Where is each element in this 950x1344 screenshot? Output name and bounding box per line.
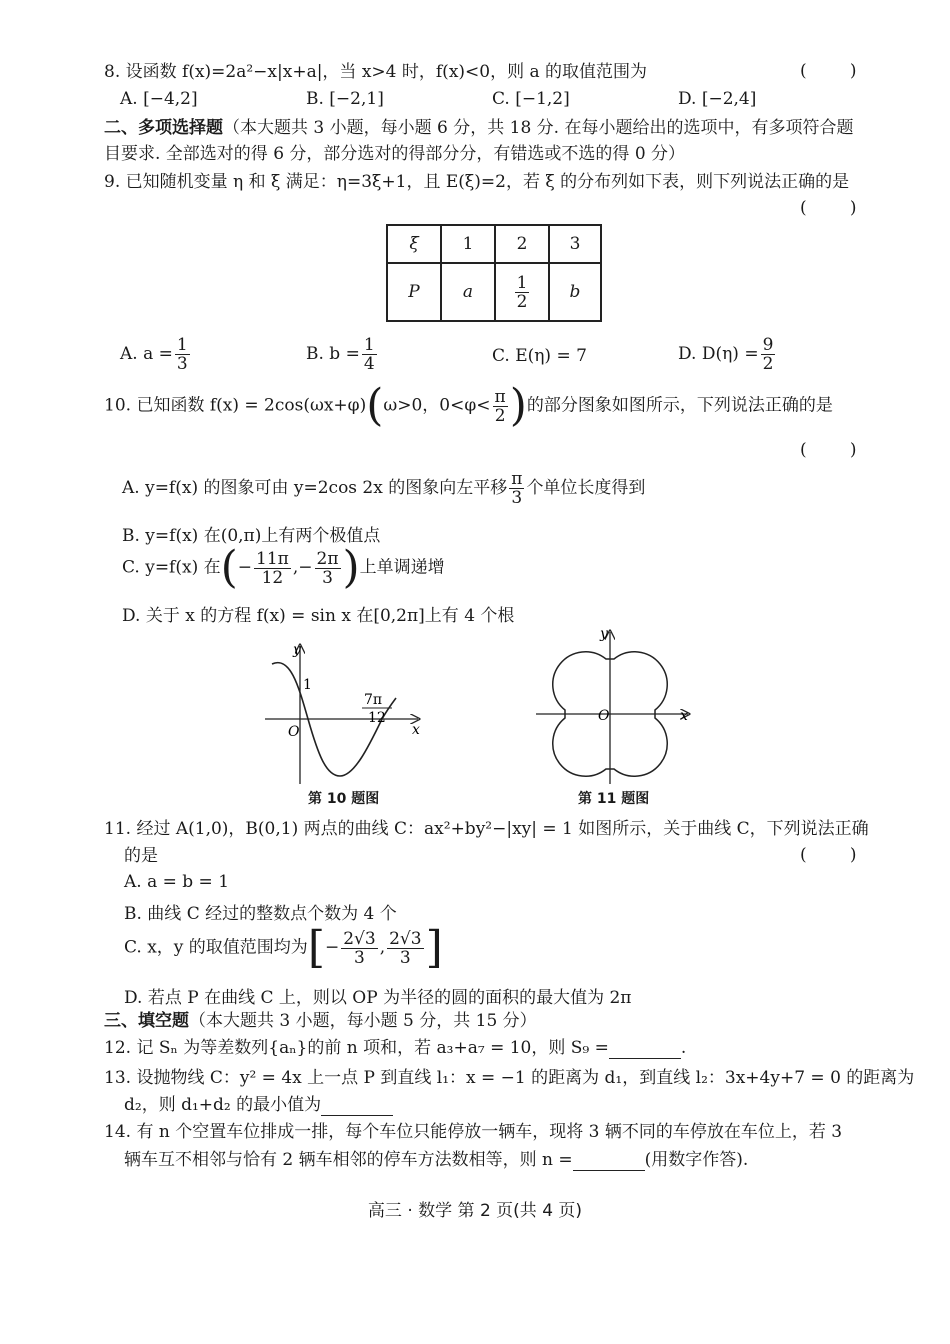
q10-option-a: A. y=f(x) 的图象可由 y=2cos 2x 的图象向左平移 $\frac{\pi}{3}$ 个单位长度得到 — [122, 469, 646, 508]
q14-line2: 辆车互不相邻与恰有 2 辆车相邻的停车方法数相等，则 n = (用数字作答). — [124, 1150, 749, 1170]
q9-distribution-table — [386, 224, 602, 322]
section2-title: 二、多项选择题 — [104, 118, 223, 138]
q13-line2: d₂，则 d₁+d₂ 的最小值为 — [124, 1094, 393, 1116]
section2-desc1: （本大题共 3 小题，每小题 6 分，共 18 分. 在每小题给出的选项中，有多项符合题 — [223, 118, 854, 138]
zero-label-den: 12 — [368, 710, 386, 726]
table-cell: 3 — [549, 225, 601, 263]
q9-option-b: B. b = $\frac{1}{4}$ — [306, 335, 375, 374]
y-label: y — [293, 642, 301, 658]
q11-option-b: B. 曲线 C 经过的整数点个数为 4 个 — [124, 904, 397, 924]
q9-answer-paren: ( ) — [800, 198, 857, 218]
table-cell: 1 — [441, 225, 495, 263]
figure-10-caption: 第 10 题图 — [308, 791, 380, 807]
q9-option-d: D. D(η) = $\frac{9}{2}$ — [678, 335, 774, 374]
figure-10-graph — [250, 636, 430, 796]
table-cell: b — [549, 263, 601, 321]
q10-option-d: D. 关于 x 的方程 f(x) = sin x 在[0,2π]上有 4 个根 — [122, 606, 515, 626]
q8-option-d: D. [−2,4] — [678, 89, 757, 109]
q10-option-b: B. y=f(x) 在(0,π)上有两个极值点 — [122, 526, 381, 546]
q9-option-c: C. E(η) = 7 — [492, 346, 587, 366]
q8-option-c: C. [−1,2] — [492, 89, 570, 109]
origin-label: O — [288, 724, 300, 740]
y-intercept-label: 1 — [303, 677, 312, 693]
q11-option-d: D. 若点 P 在曲线 C 上，则以 OP 为半径的圆的面积的最大值为 2π — [124, 988, 632, 1008]
figure-11-graph — [530, 624, 700, 790]
zero-label-num: 7π — [364, 692, 383, 708]
q12-text: 12. 记 Sₙ 为等差数列{aₙ}的前 n 项和，若 a₃+a₇ = 10，则 S₉ = . — [104, 1038, 687, 1058]
x-label: x — [680, 708, 688, 724]
q8-option-a: A. [−4,2] — [120, 89, 198, 109]
x-label: x — [412, 722, 420, 738]
q10-answer-paren: ( ) — [800, 440, 857, 460]
figure-11-caption: 第 11 题图 — [578, 791, 650, 807]
table-header-xi: ξ — [387, 225, 441, 263]
y-label: y — [600, 626, 608, 642]
q9-stem: 9. 已知随机变量 η 和 ξ 满足：η=3ξ+1，且 E(ξ)=2，若 ξ 的分布列如下表，则下列说法正确的是 — [104, 172, 850, 192]
section3-title: 三、填空题 — [104, 1011, 189, 1031]
q11-stem-line2: 的是 — [124, 846, 158, 866]
q10-stem: 10. 已知函数 f(x) = 2cos(ωx+φ)(ω>0，0<φ< $\frac{\pi}{2}$ )的部分图象如图所示，下列说法正确的是 — [104, 380, 833, 431]
q14-answer-blank[interactable] — [573, 1152, 645, 1171]
section2-heading — [104, 117, 854, 139]
page-footer: 高三 · 数学 第 2 页(共 4 页) — [367, 1201, 583, 1221]
section3-heading — [104, 1010, 537, 1032]
q13-line1: 13. 设抛物线 C：y² = 4x 上一点 P 到直线 l₁：x = −1 的距离为 d₁，到直线 l₂：3x+4y+7 = 0 的距离为 — [104, 1068, 915, 1088]
q8-stem: 8. 设函数 f(x)=2a²−x|x+a|，当 x>4 时，f(x)<0，则 a 的取值范围为 — [104, 62, 648, 82]
section3-desc: （本大题共 3 小题，每小题 5 分，共 15 分） — [189, 1011, 537, 1031]
q11-option-c: C. x，y 的取值范围均为[− $\frac{2√3}{3}$ , $\frac{2√3}{3}$ ] — [124, 922, 443, 973]
table-cell: 2 — [495, 225, 549, 263]
q10-option-c: C. y=f(x) 在(− $\frac{11\pi}{12}$ ,− $\frac{2\pi}{3}$ )上单调递增 — [122, 542, 445, 593]
origin-label: O — [598, 708, 610, 724]
q14-line1: 14. 有 n 个空置车位排成一排，每个车位只能停放一辆车，现将 3 辆不同的车停放在车位上，若 3 — [104, 1122, 843, 1142]
q8-option-b: B. [−2,1] — [306, 89, 384, 109]
q11-answer-paren: ( ) — [800, 845, 857, 865]
table-cell: a — [441, 263, 495, 321]
q12-answer-blank[interactable] — [609, 1040, 681, 1059]
q9-option-a: A. a = $\frac{1}{3}$ — [120, 335, 188, 374]
q8-answer-paren: ( ) — [800, 61, 857, 81]
q13-answer-blank[interactable] — [321, 1097, 393, 1116]
section2-desc2: 目要求. 全部选对的得 6 分，部分选对的得部分分，有错选或不选的得 0 分） — [104, 144, 686, 164]
table-header-p: P — [387, 263, 441, 321]
table-cell-half: $\frac{1}{2}$ — [495, 263, 549, 321]
q11-stem-line1: 11. 经过 A(1,0)，B(0,1) 两点的曲线 C：ax²+by²−|xy| = 1 如图所示，关于曲线 C，下列说法正确 — [104, 819, 869, 839]
q11-option-a: A. a = b = 1 — [124, 872, 230, 892]
